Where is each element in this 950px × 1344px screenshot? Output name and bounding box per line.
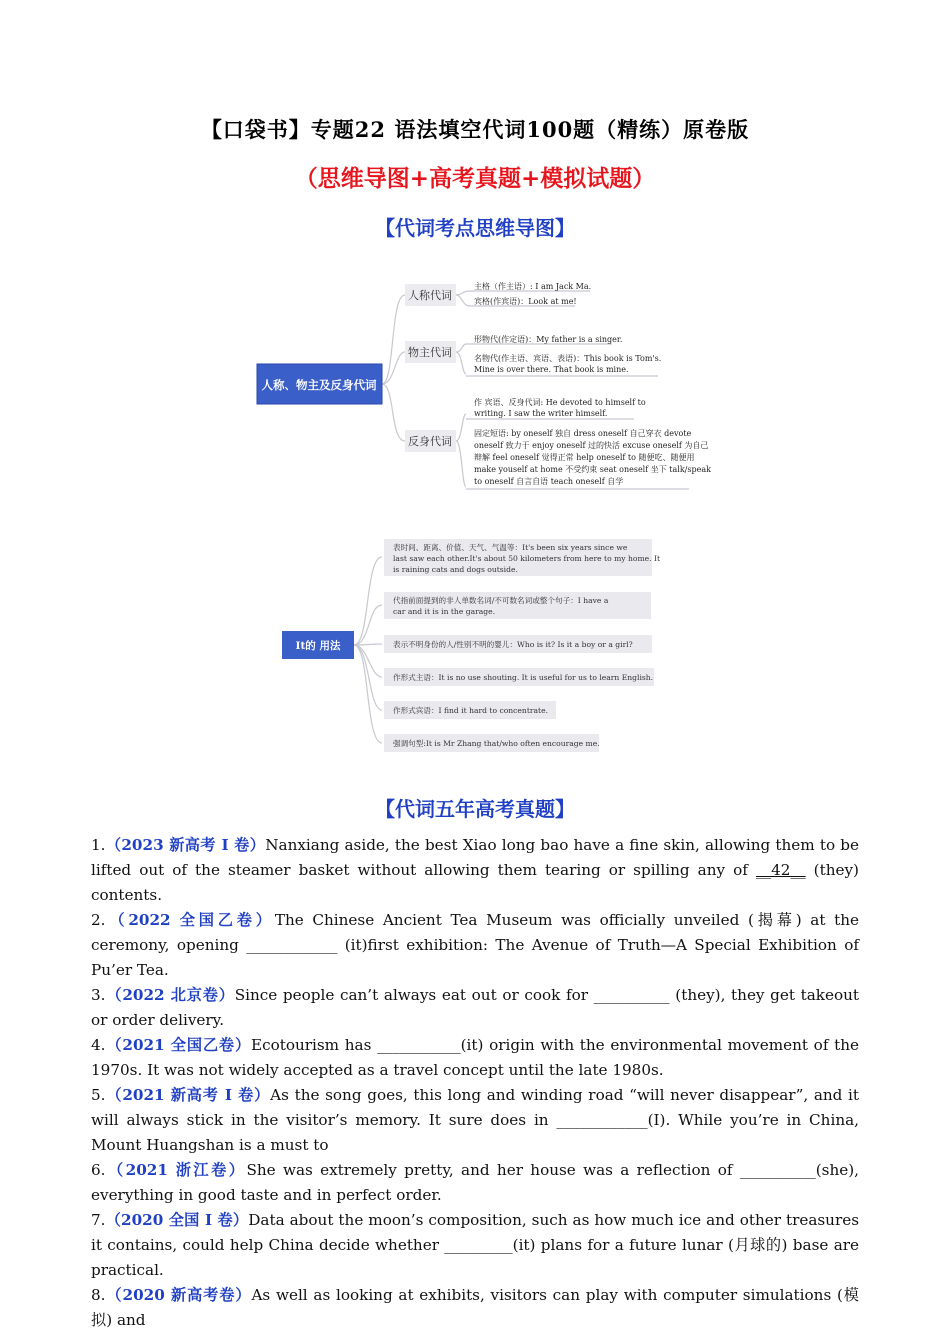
- branch-label: 人称代词: [408, 289, 452, 302]
- question-text: (it) plans for a future lunar (月球的) base are practical.: [91, 1236, 859, 1279]
- answer-blank[interactable]: ____________: [556, 1111, 648, 1129]
- branch-label: 反身代词: [408, 435, 452, 448]
- section-heading-mindmap: 【代词考点思维导图】: [375, 216, 575, 240]
- question-text: (it) origin with the environmental movement of the 1970s. It was not widely accepted as a travel concept until the late 1980s.: [91, 1036, 859, 1079]
- question-text: (they), they get takeout or order delivery.: [91, 986, 859, 1029]
- question-number: 7.: [91, 1211, 106, 1229]
- question-number: 6.: [91, 1161, 106, 1179]
- question-text: As well as looking at exhibits, visitors can play with computer simulations (模拟) and: [91, 1286, 859, 1329]
- question-text: Ecotourism has: [250, 1036, 378, 1054]
- question-text: As the song goes, this long and winding road “will never disappear”, and it will always stick in the visitor’s memory. It sure does in: [91, 1086, 859, 1129]
- mindmap-leaf: 表时间、距离、价值、天气、气温等：It's been six years since we: [393, 543, 628, 552]
- mindmap-leaf: car and it is in the garage.: [393, 607, 496, 616]
- question-number: 8.: [91, 1286, 106, 1304]
- answer-blank[interactable]: ____________: [246, 936, 338, 954]
- question-text: Since people can’t always eat out or cook for: [234, 986, 594, 1004]
- question-text: (I). While you’re in China, Mount Huangshan is a must to: [91, 1111, 859, 1154]
- mindmap-leaf: 作形式宾语：I find it hard to concentrate.: [393, 706, 548, 715]
- mindmap-note: 作 宾语、反身代词: He devoted to himself to: [474, 398, 646, 407]
- question-text: Nanxiang aside, the best Xiao long bao have a fine skin, allowing them to be lifted out of the steamer basket without allowing them tearing or spilling any of: [91, 836, 859, 879]
- answer-blank[interactable]: __________: [739, 1161, 816, 1179]
- question-source: （2022 北京卷）: [105, 986, 235, 1004]
- mindmap-note: 固定短语: by oneself 独自 dress oneself 自己穿衣 devote: [474, 429, 692, 438]
- mindmap-note: 形物代(作定语)：My father is a singer.: [474, 335, 623, 344]
- answer-blank[interactable]: __________: [593, 986, 670, 1004]
- mindmap-root: It的 用法: [295, 640, 341, 652]
- mindmap-leaf: 作形式主语：It is no use shouting. It is useful for us to learn English.: [393, 673, 654, 682]
- question-number: 5.: [91, 1086, 106, 1104]
- mindmap-note: 宾格(作宾语)：Look at me!: [474, 297, 577, 306]
- mindmap-leaf: 表示不明身份的人/性别不明的婴儿：Who is it? Is it a boy or a girl?: [393, 640, 633, 649]
- question-item: [91, 1158, 859, 1208]
- question-text: (she), everything in good taste and in perfect order.: [91, 1161, 859, 1204]
- mindmap-leaf: 强调句型:It is Mr Zhang that/who often encourage me.: [393, 739, 600, 748]
- question-list: [91, 833, 859, 1333]
- mindmap-note: oneself 致力于 enjoy oneself 过的快活 excuse oneself 为自己: [474, 441, 709, 450]
- mindmap-note: to oneself 自言自语 teach oneself 自学: [474, 477, 624, 486]
- question-item: [91, 983, 859, 1033]
- question-number: 3.: [91, 986, 106, 1004]
- question-source: （2021 全国乙卷）: [105, 1036, 251, 1054]
- question-number: 1.: [91, 836, 106, 854]
- question-item: [91, 1283, 859, 1333]
- mindmap-leaf: last saw each other.It's about 50 kilometers from here to my home. It: [393, 554, 661, 563]
- question-text: Data about the moon’s composition, such as how much ice and other treasures it contains, could help China decide whether: [91, 1211, 859, 1254]
- question-item: [91, 1033, 859, 1083]
- question-source: （2020 新高考卷）: [105, 1286, 252, 1304]
- question-number: 4.: [91, 1036, 106, 1054]
- mindmap-note: 辩解 feel oneself 觉得正常 help oneself to 随便吃、随便用: [474, 453, 695, 462]
- question-text: (it)first exhibition: The Avenue of Truth—A Special Exhibition of Pu’er Tea.: [91, 936, 859, 979]
- mindmap-note: writing. I saw the writer himself.: [474, 409, 608, 418]
- question-source: （2023 新高考 I 卷）: [105, 836, 266, 854]
- mindmap-note: 名物代(作主语、宾语、表语)：This book is Tom's.: [474, 354, 662, 363]
- mindmap-root: 人称、物主及反身代词: [261, 378, 377, 392]
- question-source: （2022 全国乙卷）: [105, 911, 275, 929]
- answer-blank[interactable]: _________: [444, 1236, 513, 1254]
- page-subtitle: （思维导图+高考真题+模拟试题）: [294, 165, 656, 192]
- question-number: 2.: [91, 911, 106, 929]
- question-item: [91, 833, 859, 908]
- mindmap-note: 主格（作主语）: I am Jack Ma.: [474, 282, 592, 291]
- question-source: （2021 浙江卷）: [105, 1161, 247, 1179]
- question-item: [91, 1208, 859, 1283]
- mindmap-note: make youself at home 不受约束 seat oneself 坐下 talk/speak: [474, 465, 711, 474]
- question-text: (they) contents.: [91, 861, 859, 904]
- question-text: She was extremely pretty, and her house was a reflection of: [246, 1161, 740, 1179]
- question-source: （2020 全国 I 卷）: [105, 1211, 249, 1229]
- answer-blank[interactable]: ___________: [377, 1036, 461, 1054]
- section-heading-exam: 【代词五年高考真题】: [375, 797, 575, 821]
- page-title: 【口袋书】专题22 语法填空代词100题（精练）原卷版: [200, 117, 750, 142]
- question-item: [91, 1083, 859, 1158]
- question-text: The Chinese Ancient Tea Museum was officially unveiled (揭幕) at the ceremony, opening: [91, 911, 859, 954]
- mindmap-leaf: 代指前面提到的非人单数名词/不可数名词或整个句子：I have a: [393, 596, 609, 605]
- question-item: [91, 908, 859, 983]
- question-source: （2021 新高考 I 卷）: [105, 1086, 271, 1104]
- mindmap-note: Mine is over there. That book is mine.: [474, 365, 629, 374]
- mindmap-leaf: is raining cats and dogs outside.: [393, 565, 518, 574]
- branch-label: 物主代词: [408, 346, 452, 359]
- answer-blank[interactable]: __42__: [755, 861, 806, 879]
